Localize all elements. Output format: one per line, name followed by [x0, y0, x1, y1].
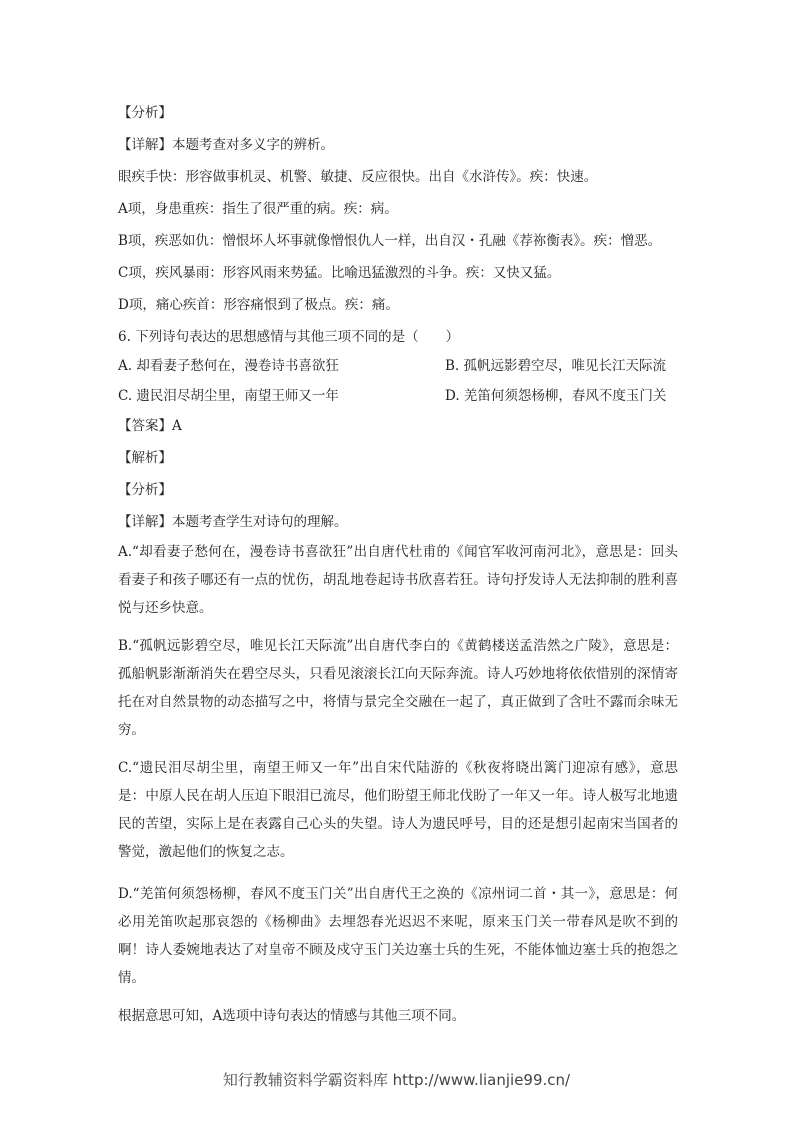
- option-b: B. 孤帆远影碧空尽，唯见长江天际流: [445, 358, 667, 374]
- explanation-item-c: C项，疾风暴雨：形容风雨来势猛。比喻迅猛激烈的斗争。疾：又快又猛。: [118, 265, 561, 281]
- section-fenxi-1: 【分析】: [118, 105, 172, 121]
- footer-watermark: 知行教辅资料学霸资料库 http://www.lianjie99.cn/: [222, 1071, 571, 1089]
- explanation-yanji: 眼疾手快：形容做事机灵、机警、敏捷、反应很快。出自《水浒传》。疾：快速。: [118, 169, 598, 185]
- option-a: A. 却看妻子愁何在，漫卷诗书喜欲狂: [118, 358, 339, 374]
- explanation-item-b: B项，疾恶如仇：憎恨坏人坏事就像憎恨仇人一样，出自汉・孔融《荐祢衡表》。疾：憎恶。: [118, 233, 662, 249]
- option-d: D. 羌笛何须怨杨柳，春风不度玉门关: [445, 388, 667, 404]
- section-jiexi: 【解析】: [118, 450, 172, 466]
- option-c: C. 遗民泪尽胡尘里，南望王师又一年: [118, 388, 339, 404]
- paragraph-d: D.“羌笛何须怨杨柳，春风不度玉门关”出自唐代王之涣的《凉州词二首・其一》，意思是：何必用羌笛吹起那哀怨的《杨柳曲》去埋怨春光迟迟不来呢，原来玉门关一带春风是吹不到的啊！诗人委婉地表达了对皇帝不顾及戍守玉门关边塞士兵的生死，不能体恤边塞士兵的抱怨之情。: [118, 886, 678, 986]
- section-xiangjie-1: 【详解】本题考查对多义字的辨析。: [118, 137, 334, 153]
- explanation-item-d: D项，痛心疾首：形容痛恨到了极点。疾：痛。: [118, 297, 399, 313]
- paragraph-b: B.“孤帆远影碧空尽，唯见长江天际流”出自唐代李白的《黄鹤楼送孟浩然之广陵》，意思是：孤船帆影渐渐消失在碧空尽头，只看见滚滚长江向天际奔流。诗人巧妙地将依依惜别的深情寄托在对自然景物的动态描写之中，将情与景完全交融在一起了，真正做到了含吐不露而余味无穷。: [118, 638, 678, 738]
- explanation-item-a: A项，身患重疾：指生了很严重的病。疾：病。: [118, 201, 398, 217]
- section-fenxi-2: 【分析】: [118, 482, 172, 498]
- answer-label: 【答案】A: [118, 418, 182, 434]
- paragraph-c: C.“遗民泪尽胡尘里，南望王师又一年”出自宋代陆游的《秋夜将晓出篱门迎凉有感》，意思是：中原人民在胡人压迫下眼泪已流尽，他们盼望王师北伐盼了一年又一年。诗人极写北地遗民的苦望，实际上是在表露自己心头的失望。诗人为遗民呼号，目的还是想引起南宋当国者的警觉，激起他们的恢复之志。: [118, 760, 678, 860]
- question-6: 6. 下列诗句表达的思想感情与其他三项不同的是（ ）: [118, 329, 460, 345]
- section-xiangjie-2: 【详解】本题考查学生对诗句的理解。: [118, 514, 348, 530]
- conclusion: 根据意思可知，A选项中诗句表达的情感与其他三项不同。: [118, 1008, 466, 1024]
- paragraph-a: A.“却看妻子愁何在，漫卷诗书喜欲狂”出自唐代杜甫的《闻官军收河南河北》，意思是：回头看妻子和孩子哪还有一点的忧伤，胡乱地卷起诗书欣喜若狂。诗句抒发诗人无法抑制的胜利喜悦与还乡快意。: [118, 544, 678, 616]
